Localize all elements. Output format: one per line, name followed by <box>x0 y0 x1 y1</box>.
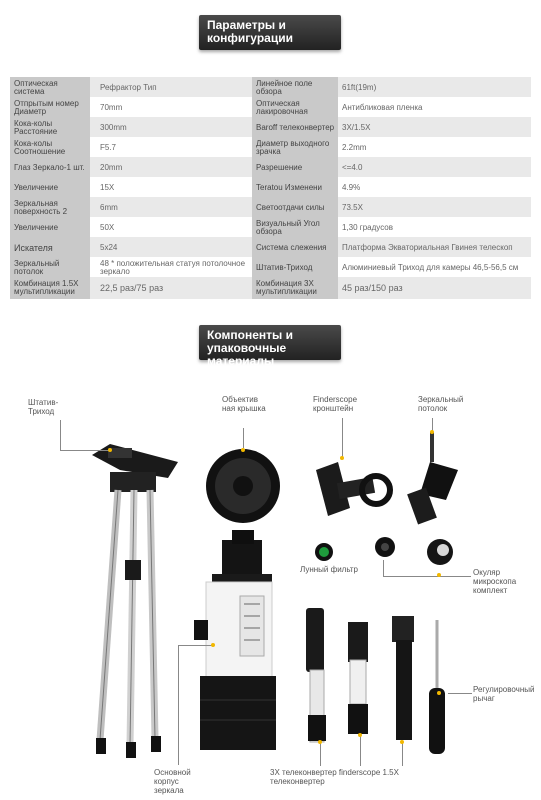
tripod-image <box>92 444 178 758</box>
callout-line <box>402 742 403 766</box>
table-row <box>10 137 531 159</box>
spec-value: 50X <box>100 223 115 232</box>
spec-label: Комбинация 1.5X мультипликации <box>10 277 90 299</box>
eyepiece-kit-image <box>375 537 453 565</box>
marker-dot <box>437 691 441 695</box>
adjust-lever-image <box>429 620 445 754</box>
table-row <box>10 97 531 119</box>
spec-label: Визуальный Угол обзора <box>252 217 338 239</box>
barlow-finder-image <box>306 608 414 742</box>
spec-value: 15X <box>100 183 115 192</box>
callout-line <box>60 420 61 450</box>
section-title-line: Параметры и <box>207 18 286 32</box>
spec-value: 48 * положительная статуя потолочное зеркало <box>100 259 246 276</box>
objective-cap-image <box>206 449 280 523</box>
spec-label: Разрешение <box>252 157 338 179</box>
section-title-parameters <box>199 15 341 50</box>
marker-dot <box>108 448 112 452</box>
spec-label: Комбинация 3X мультипликации <box>252 277 338 299</box>
mirror-ceiling-image <box>407 432 458 524</box>
spec-value: 70mm <box>100 103 123 112</box>
spec-label: Barоff телеконвертер <box>252 117 338 139</box>
spec-value: 1,30 градусов <box>342 223 393 232</box>
spec-value: 22,5 раз/75 раз <box>100 283 164 293</box>
callout-line <box>448 693 472 694</box>
spec-value: F5.7 <box>100 143 117 152</box>
table-row <box>10 177 531 199</box>
table-row <box>10 237 531 259</box>
callout-eyepiece-kit: Окуляр микроскопа комплект <box>473 568 517 595</box>
spec-label: Увеличение <box>10 177 90 199</box>
table-row <box>10 197 531 219</box>
spec-value: 20mm <box>100 163 123 172</box>
spec-label: Зеркальная поверхность 2 <box>10 197 90 219</box>
callout-adjust-lever: Регулировочный рычаг <box>473 685 535 703</box>
callout-line <box>178 645 179 765</box>
spec-label: Штатив-Триход <box>252 257 338 279</box>
callout-line <box>60 450 110 451</box>
callout-main-body: Основной корпус зеркала <box>154 768 191 795</box>
spec-label: Светоотдачи силы <box>252 197 338 219</box>
marker-dot <box>437 573 441 577</box>
marker-dot <box>358 733 362 737</box>
section-title-line: упаковочные <box>207 341 287 355</box>
callout-mirror-ceiling: Зеркальный потолок <box>418 395 464 413</box>
table-row <box>10 157 531 179</box>
spec-value: 61ft(19m) <box>342 83 377 92</box>
callout-line <box>320 742 321 766</box>
callout-line <box>383 576 471 577</box>
marker-dot <box>430 430 434 434</box>
table-row <box>10 277 531 299</box>
spec-label: Teratou Изменени <box>252 177 338 199</box>
table-row <box>10 257 531 279</box>
spec-label: Линейное поле обзора <box>252 77 338 99</box>
callout-line <box>383 560 384 576</box>
callout-barlow-finder: 3X телеконвертер finderscope 1.5X телеконвертер <box>270 768 399 786</box>
section-title-line: конфигурации <box>207 31 293 45</box>
spec-label: Кока-колы Соотношение <box>10 137 90 159</box>
spec-value: 6mm <box>100 203 118 212</box>
marker-dot <box>400 740 404 744</box>
spec-value: 45 раз/150 раз <box>342 283 403 293</box>
callout-line <box>342 418 343 458</box>
table-row <box>10 217 531 239</box>
section-title-line: материалы <box>207 354 275 368</box>
spec-table <box>10 77 531 297</box>
spec-label: Система слежения <box>252 237 338 259</box>
spec-value: <=4.0 <box>342 163 363 172</box>
spec-label: Глаз Зеркало-1 шт. <box>10 157 90 179</box>
table-row <box>10 117 531 139</box>
spec-value: Платформа Экваториальная Гвинея телескоп <box>342 243 513 252</box>
spec-value: 73.5X <box>342 203 363 212</box>
spec-label: Зеркальный потолок <box>10 257 90 279</box>
callout-finderscope-bracket: Finderscope кронштейн <box>313 395 358 413</box>
finderscope-bracket-image <box>316 462 390 516</box>
spec-value: Рефрактор Тип <box>100 83 157 92</box>
spec-value: Алюминиевый Триход для камеры 46,5-56,5 см <box>342 263 519 272</box>
spec-label: Искателя <box>10 237 90 259</box>
spec-label: Отпрытым номер Диаметр <box>10 97 90 119</box>
table-row <box>10 77 531 99</box>
spec-value: 5x24 <box>100 243 118 252</box>
spec-label: Диаметр выходного зрачка <box>252 137 338 159</box>
spec-value: 4.9% <box>342 183 361 192</box>
marker-dot <box>241 448 245 452</box>
marker-dot <box>211 643 215 647</box>
callout-line <box>243 428 244 448</box>
callout-line <box>178 645 214 646</box>
callout-tripod: Штатив-Триход <box>28 398 59 416</box>
spec-value: 2.2mm <box>342 143 367 152</box>
spec-value: 3X/1.5X <box>342 123 371 132</box>
marker-dot <box>340 456 344 460</box>
marker-dot <box>318 740 322 744</box>
section-title-components <box>199 325 341 368</box>
callout-objective-cap: Объектив ная крышка <box>222 395 266 413</box>
main-tube-image <box>194 530 276 750</box>
moon-filter-image <box>315 543 333 561</box>
spec-value: Антибликовая пленка <box>342 103 423 112</box>
callout-line <box>360 736 361 766</box>
components-illustration <box>0 370 541 800</box>
spec-label: Оптическая система <box>10 77 90 99</box>
callout-moon-filter: Лунный фильтр <box>300 565 358 574</box>
section-title-line: Компоненты и <box>207 328 293 342</box>
spec-label: Оптическая лакировочная <box>252 97 338 119</box>
spec-label: Кока-колы Расстояние <box>10 117 90 139</box>
spec-label: Увеличение <box>10 217 90 239</box>
spec-value: 300mm <box>100 123 127 132</box>
